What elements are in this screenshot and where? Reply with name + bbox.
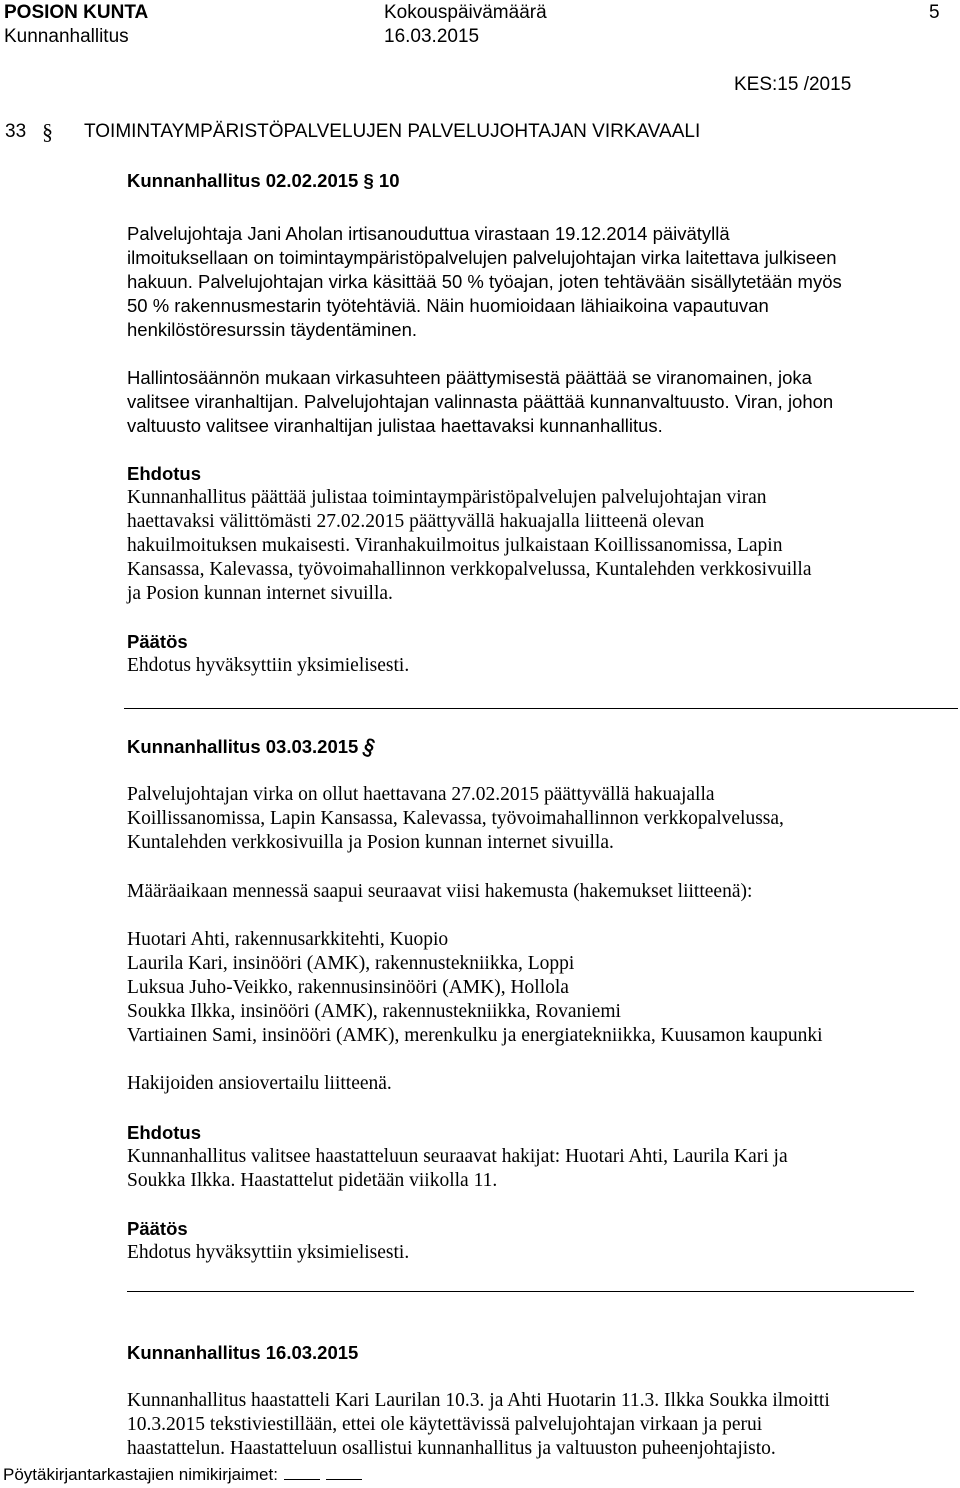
text-line: henkilöstöresurssin täydentäminen. <box>127 319 417 340</box>
section-sign-icon: § <box>42 119 53 144</box>
initials-blank <box>284 1467 320 1480</box>
text-line: Palvelujohtajan virka on ollut haettavana 27.02.2015 päättyvällä hakuajalla <box>127 784 715 805</box>
decision-label: Päätös <box>127 1218 188 1239</box>
section-divider <box>124 708 958 709</box>
text-line: hakuun. Palvelujohtajan virka käsittää 50 % työajan, joten tehtävään sisällytetään myös <box>127 271 842 292</box>
reference-number: KES:15 /2015 <box>734 74 852 95</box>
meeting-date: 16.03.2015 <box>384 26 480 47</box>
text-line: valitsee viranhaltijan. Palvelujohtajan valinnasta päättää kunnanvaltuusto. Viran, johon <box>127 391 834 412</box>
proposal-label: Ehdotus <box>127 1122 201 1143</box>
proposal-text <box>127 1145 788 1193</box>
list-item: Vartiainen Sami, insinööri (AMK), merenkulku ja energiatekniikka, Kuusamon kaupunki <box>127 1025 823 1046</box>
text-line: valtuusto valitsee viranhaltijan julistaa haettavaksi kunnanhallitus. <box>127 415 663 436</box>
paragraph <box>127 366 833 438</box>
text-line: haastattelun. Haastatteluun osallistui kunnanhallitus ja valtuuston puheenjohtajisto. <box>127 1438 776 1459</box>
text-line: ja Posion kunnan internet sivuilla. <box>127 583 393 604</box>
paragraph <box>127 1389 830 1461</box>
text-line: ilmoituksellaan on toimintaympäristöpalvelujen palvelujohtajan virka laitettava julkiseen <box>127 247 837 268</box>
page-number: 5 <box>929 2 940 23</box>
list-item: Huotari Ahti, rakennusarkkitehti, Kuopio <box>127 929 449 950</box>
list-item: Luksua Juho-Veikko, rakennusinsinööri (AMK), Hollola <box>127 977 569 998</box>
initials-footer <box>3 1465 362 1485</box>
paragraph <box>127 222 842 342</box>
organization-name: POSION KUNTA <box>4 2 149 23</box>
section-sign-icon: § <box>360 732 379 761</box>
proposal-text <box>127 486 812 606</box>
text-line: Kunnanhallitus haastatteli Kari Laurilan 10.3. ja Ahti Huotarin 11.3. Ilkka Soukka ilmoitti <box>127 1390 830 1411</box>
paragraph <box>127 783 784 855</box>
text-line: haettavaksi välittömästi 27.02.2015 päättyvällä hakuajalla liitteenä olevan <box>127 511 705 532</box>
proposal-label: Ehdotus <box>127 463 201 484</box>
initials-blank <box>326 1467 362 1480</box>
section-heading-text: Kunnanhallitus 03.03.2015 <box>127 736 359 757</box>
section-heading: Kunnanhallitus 16.03.2015 <box>127 1342 359 1363</box>
applicant-list <box>127 928 823 1048</box>
text-line: hakuilmoituksen mukaisesti. Viranhakuilmoitus julkaistaan Koillissanomissa, Lapin <box>127 535 783 556</box>
item-title: TOIMINTAYMPÄRISTÖPALVELUJEN PALVELUJOHTAJAN VIRKAVAALI <box>84 121 701 142</box>
section-heading: Kunnanhallitus 02.02.2015 § 10 <box>127 170 400 191</box>
paragraph: Määräaikaan mennessä saapui seuraavat viisi hakemusta (hakemukset liitteenä): <box>127 881 753 902</box>
list-item: Laurila Kari, insinööri (AMK), rakennustekniikka, Loppi <box>127 953 575 974</box>
text-line: Kuntalehden verkkosivuilla ja Posion kunnan internet sivuilla. <box>127 832 614 853</box>
text-line: Hallintosäännön mukaan virkasuhteen päättymisestä päättää se viranomainen, joka <box>127 367 812 388</box>
section-heading <box>127 732 379 761</box>
text-line: Kunnanhallitus päättää julistaa toimintaympäristöpalvelujen palvelujohtajan viran <box>127 487 767 508</box>
text-line: 50 % rakennusmestarin työtehtäviä. Näin huomioidaan lähiaikoina vapautuvan <box>127 295 769 316</box>
decision-text: Ehdotus hyväksyttiin yksimielisesti. <box>127 655 410 676</box>
section-divider <box>127 1291 914 1292</box>
text-line: 10.3.2015 tekstiviestillään, ettei ole käytettävissä palvelujohtajan virkaan ja perui <box>127 1414 763 1435</box>
text-line: Soukka Ilkka. Haastattelut pidetään viikolla 11. <box>127 1170 498 1191</box>
paragraph: Hakijoiden ansiovertailu liitteenä. <box>127 1073 392 1094</box>
text-line: Palvelujohtaja Jani Aholan irtisanouduttua virastaan 19.12.2014 päivätyllä <box>127 223 730 244</box>
text-line: Kansassa, Kalevassa, työvoimahallinnon verkkopalvelussa, Kuntalehden verkkosivuilla <box>127 559 812 580</box>
list-item: Soukka Ilkka, insinööri (AMK), rakennustekniikka, Rovaniemi <box>127 1001 621 1022</box>
decision-label: Päätös <box>127 631 188 652</box>
body-name: Kunnanhallitus <box>4 26 129 47</box>
decision-text: Ehdotus hyväksyttiin yksimielisesti. <box>127 1242 410 1263</box>
text-line: Koillissanomissa, Lapin Kansassa, Kalevassa, työvoimahallinnon verkkopalvelussa, <box>127 808 784 829</box>
date-label: Kokouspäivämäärä <box>384 2 547 23</box>
initials-label: Pöytäkirjantarkastajien nimikirjaimet: <box>3 1465 278 1484</box>
item-number: 33 <box>5 121 27 142</box>
text-line: Kunnanhallitus valitsee haastatteluun seuraavat hakijat: Huotari Ahti, Laurila Kari ja <box>127 1146 788 1167</box>
